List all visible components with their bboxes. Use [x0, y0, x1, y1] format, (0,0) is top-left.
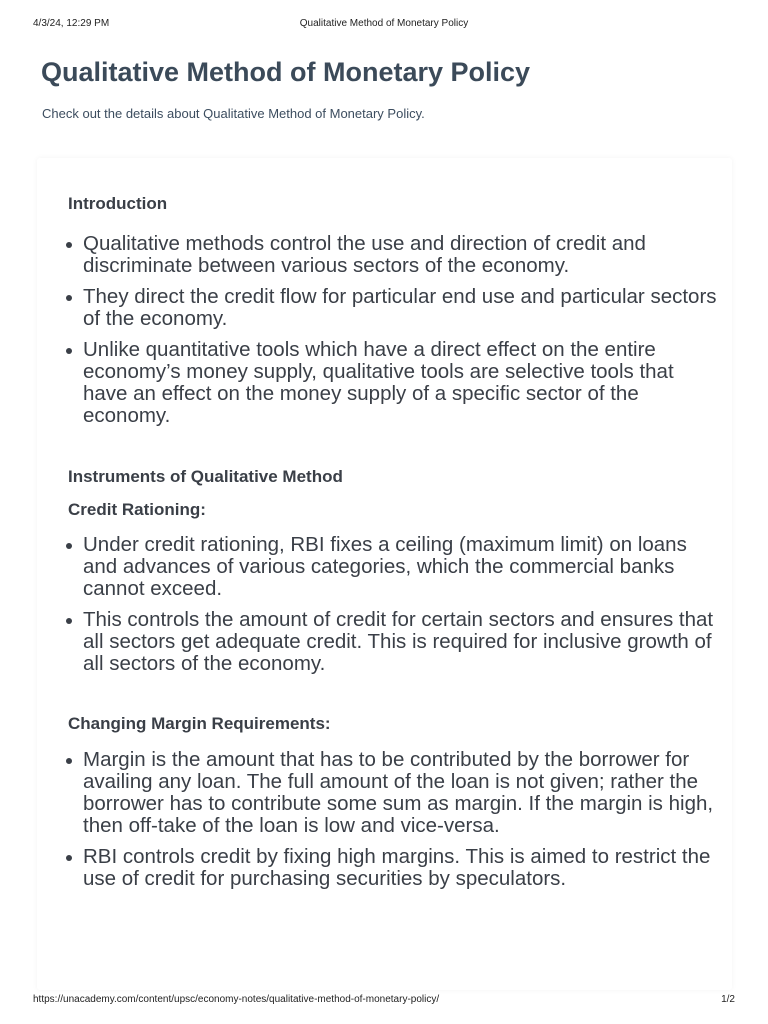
margin-requirements-heading: Changing Margin Requirements: [68, 714, 331, 733]
page-number: 1/2 [721, 994, 735, 1005]
margin-requirements-list [68, 749, 722, 890]
introduction-heading: Introduction [68, 194, 168, 213]
list-item: Under credit rationing, RBI fixes a ceiling (maximum limit) on loans and advances of various categories, which the commercial banks cannot exceed. [68, 534, 722, 600]
list-item: Margin is the amount that has to be contributed by the borrower for availing any loan. The full amount of the loan is not given; rather the borrower has to contribute some sum as margin. If the margin is high, then off-take of the loan is low and vice-versa. [68, 749, 722, 837]
credit-rationing-list [68, 534, 722, 675]
list-item: RBI controls credit by fixing high margins. This is aimed to restrict the use of credit for purchasing securities by speculators. [68, 846, 722, 890]
introduction-list [68, 233, 722, 427]
print-datetime: 4/3/24, 12:29 PM [33, 18, 110, 29]
page-title: Qualitative Method of Monetary Policy [41, 57, 531, 87]
print-document-title: Qualitative Method of Monetary Policy [299, 18, 469, 29]
instruments-heading: Instruments of Qualitative Method [68, 467, 343, 486]
print-header [33, 18, 735, 32]
list-item: This controls the amount of credit for certain sectors and ensures that all sectors get adequate credit. This is required for inclusive growth of all sectors of the economy. [68, 609, 722, 675]
credit-rationing-heading: Credit Rationing: [68, 500, 206, 519]
card-content [68, 194, 722, 899]
content-card [37, 158, 732, 990]
list-item: Qualitative methods control the use and direction of credit and discriminate between various sectors of the economy. [68, 233, 722, 277]
print-footer [33, 994, 735, 1008]
list-item: They direct the credit flow for particular end use and particular sectors of the economy. [68, 286, 722, 330]
page-url: https://unacademy.com/content/upsc/economy-notes/qualitative-method-of-monetary-policy/ [33, 994, 440, 1005]
list-item: Unlike quantitative tools which have a direct effect on the entire economy’s money supply, qualitative tools are selective tools that have an effect on the money supply of a specific sector of the economy. [68, 339, 722, 427]
page-subtitle: Check out the details about Qualitative Method of Monetary Policy. [42, 106, 425, 121]
